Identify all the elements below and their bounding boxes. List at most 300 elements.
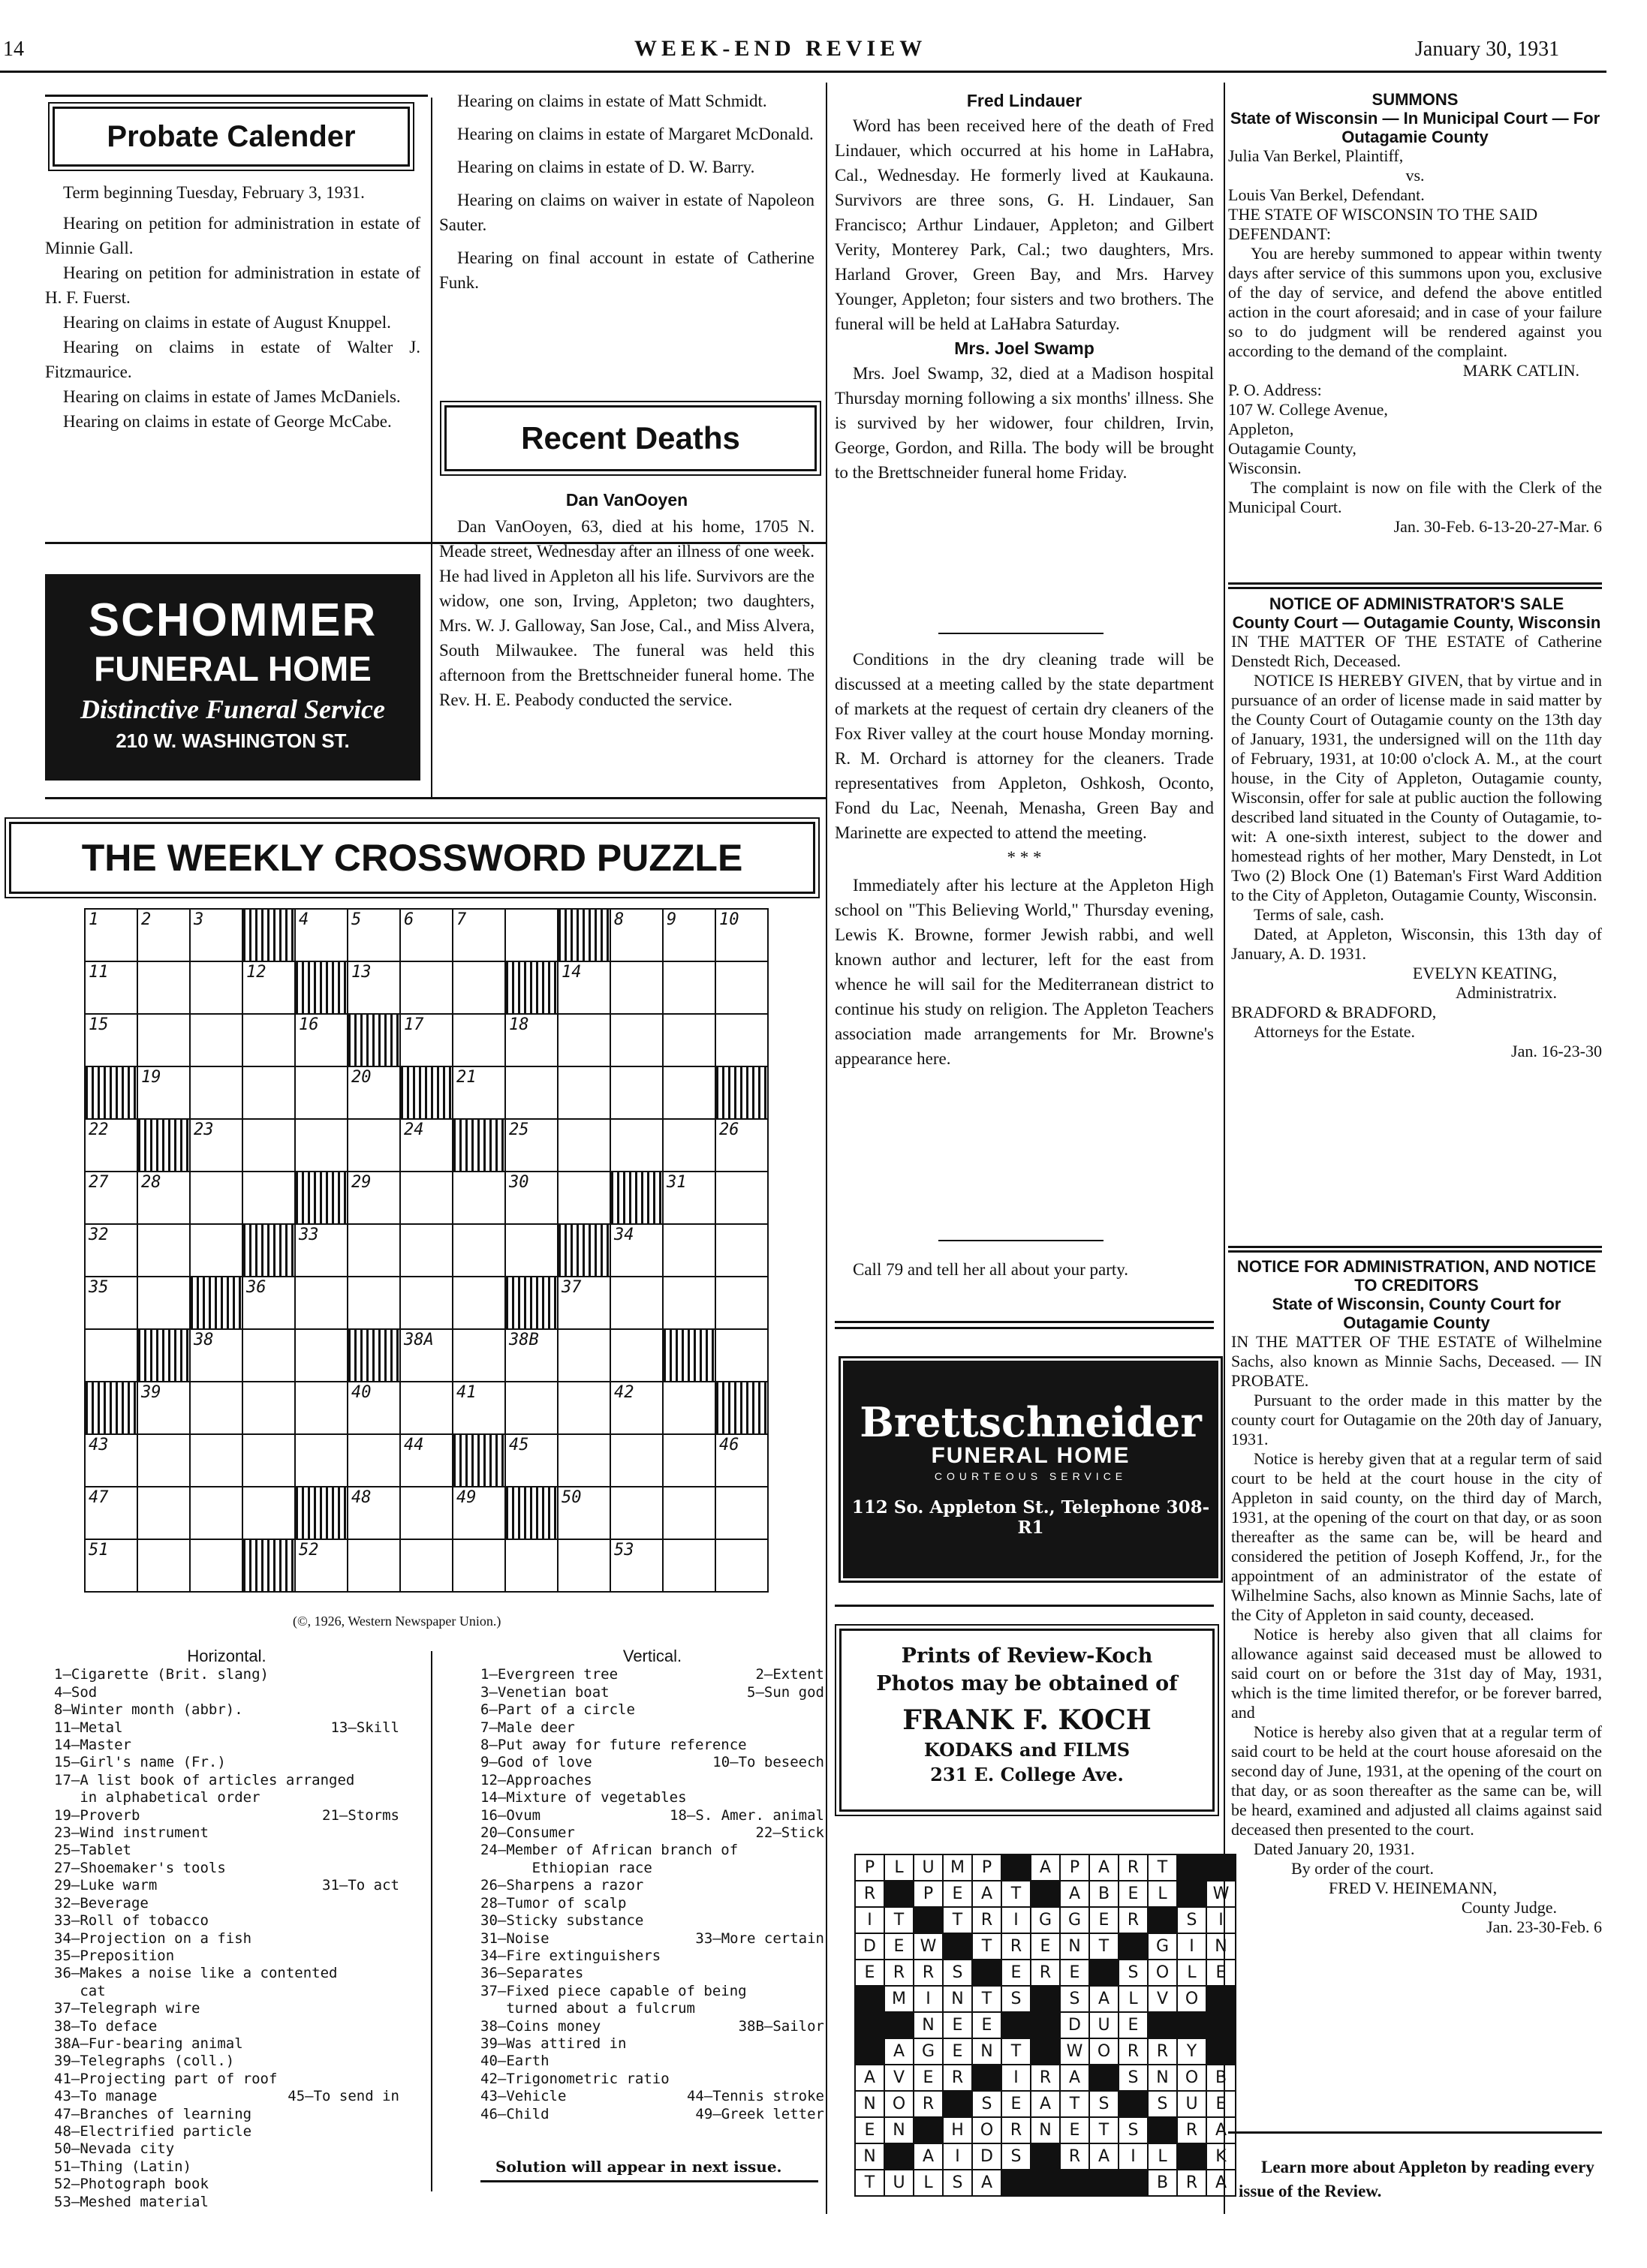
crossword-cell[interactable] (558, 1434, 610, 1487)
crossword-cell[interactable] (663, 1382, 715, 1434)
crossword-cell[interactable] (453, 1382, 505, 1434)
death-dan-vanooyen: Dan VanOoyen Dan VanOoyen, 63, died at his home, 1705 N. Meade street, Wednesday after an illness of one week. He had lived in Appleton all his life. Survivors are the widow, one son, Irving, Appleton; two daughters, Mrs. W. J. Galloway, San Jose, Cal., and Miss Alvera, South Milwaukee. The funeral was held this afternoon from the Brettschneider funeral home. The Rev. H. E. Peabody conducted the service. (439, 490, 814, 709)
probate-column-2: Hearing on claims in estate of Matt Schmidt. Hearing on claims in estate of Margaret McDonald. Hearing on claims in estate of D. W. Barry. Hearing on claims on waiver in estate of Napoleon Sauter. Hearing on final account in estate of Catherine Funk. (439, 92, 814, 292)
crossword-black-cell (610, 1172, 663, 1224)
horizontal-clue: 14—Master (54, 1737, 131, 1754)
solution-letter-cell: O (972, 2117, 1001, 2143)
crossword-cell[interactable] (453, 1224, 505, 1277)
solution-letter-cell: O (1177, 2065, 1206, 2091)
crossword-cell[interactable] (663, 909, 715, 961)
death-fred-lindauer: Fred Lindauer Word has been received here of the death of Fred Lindauer, which occurred at his home in LaHabra, Cal., Wednesday. He formerly lived at Kaukauna. Survivors are three sons, G. H. Lindauer, San Francisco; Arthur Lindauer, Appleton; and Gilbert Verity, Monterey Park, Cal.; two daughters, Mrs. Harland Grover, Green Bay, and Mrs. Harvey Younger, Appleton; four sisters and two brothers. The funeral will be held at LaHabra Saturday. Mrs. Joel Swamp Mrs. Joel Swamp, 32, died at a Madison hospital Thursday morning following a six months' illness. She is survived by her widower, four children, Irvin, George, Gordon, and Rilla. The body will be brought to the Brettschneider funeral home Friday. (835, 91, 1214, 482)
solution-letter-cell: I (1206, 1907, 1236, 1933)
solution-letter-cell: P (914, 1881, 943, 1907)
solution-letter-cell: T (1148, 1854, 1177, 1881)
solution-letter-cell: S (1119, 2065, 1148, 2091)
crossword-cell[interactable] (400, 1329, 453, 1382)
solution-letter-cell: E (1206, 2091, 1236, 2117)
crossword-cell[interactable] (85, 1487, 137, 1539)
crossword-cell[interactable] (715, 1119, 768, 1172)
solution-black-cell (943, 2091, 972, 2117)
solution-letter-cell: I (943, 2143, 972, 2170)
crossword-cell[interactable] (190, 1382, 242, 1434)
solution-letter-cell: T (972, 1933, 1001, 1960)
crossword-cell-number: 36 (246, 1278, 266, 1297)
solution-black-cell (914, 2117, 943, 2143)
crossword-cell[interactable] (453, 1277, 505, 1329)
crossword-cell-number: 12 (246, 963, 266, 982)
solution-letter-cell: B (1206, 2065, 1236, 2091)
crossword-cell-number: 29 (351, 1173, 372, 1192)
crossword-cell[interactable] (558, 961, 610, 1014)
crossword-cell[interactable] (348, 909, 400, 961)
solution-letter-cell: R (1031, 1960, 1060, 1986)
solution-letter-cell: K (1206, 2143, 1236, 2170)
crossword-cell[interactable] (558, 1066, 610, 1119)
solution-letter-cell: T (1060, 2091, 1089, 2117)
crossword-cell[interactable] (190, 1329, 242, 1382)
crossword-cell[interactable] (137, 1487, 190, 1539)
solution-letter-cell: N (1206, 1933, 1236, 1960)
news-items: Conditions in the dry cleaning trade will be discussed at a meeting called by the state department of markets at the request of certain dry cleaners of the Fox River valley at the court house Monday morning. R. M. Orchard is attorney for the cleaners. Trade representatives from Appleton, Oshkosh, Oconto, Fond du Lac, Neenah, Menasha, Green Bay and Marinette are expected to attend the meeting. * * * Immediately after his lecture at the Appleton High school on "This Believing World," Thursday evening, Lewis K. Browne, former Jewish rabbi, and well known author and lecturer, left for the east from whence he will sail for the Mediterranean district to continue his study on religion. The Appleton Teachers association made arrangements for Mr. Browne's appearance here. (835, 650, 1214, 1068)
crossword-cell[interactable] (85, 1119, 137, 1172)
crossword-cell[interactable] (190, 1014, 242, 1066)
solution-letter-cell: E (1089, 1907, 1119, 1933)
solution-black-cell (1206, 1986, 1236, 2012)
crossword-cell[interactable] (295, 909, 348, 961)
crossword-cell[interactable] (610, 1014, 663, 1066)
horizontal-clue: 15—Girl's name (Fr.) (54, 1754, 226, 1771)
crossword-cell[interactable] (558, 1539, 610, 1592)
crossword-cell[interactable] (715, 1539, 768, 1592)
crossword-cell[interactable] (400, 1487, 453, 1539)
crossword-cell[interactable] (663, 1224, 715, 1277)
crossword-cell-number: 39 (141, 1383, 161, 1402)
crossword-cell-number: 47 (89, 1488, 109, 1507)
crossword-cell[interactable] (348, 1382, 400, 1434)
crossword-black-cell (505, 1487, 558, 1539)
crossword-cell[interactable] (505, 1224, 558, 1277)
crossword-cell[interactable] (190, 1172, 242, 1224)
crossword-cell[interactable] (190, 1224, 242, 1277)
solution-letter-cell: S (1177, 1907, 1206, 1933)
solution-letter-cell: D (1060, 2012, 1089, 2038)
solution-letter-cell: S (972, 2091, 1001, 2117)
crossword-cell[interactable] (505, 1329, 558, 1382)
crossword-cell[interactable] (85, 1539, 137, 1592)
horizontal-clue: 17—A list book of articles arranged (54, 1771, 355, 1788)
crossword-cell[interactable] (137, 1172, 190, 1224)
crossword-cell[interactable] (610, 1539, 663, 1592)
page-number: 14 (3, 38, 24, 61)
crossword-cell[interactable] (137, 961, 190, 1014)
solution-letter-cell: S (1001, 2143, 1031, 2170)
crossword-cell[interactable] (715, 1329, 768, 1382)
solution-letter-cell: O (1089, 2038, 1119, 2065)
crossword-cell[interactable] (348, 1277, 400, 1329)
solution-black-cell (914, 1907, 943, 1933)
solution-letter-cell: G (1031, 1907, 1060, 1933)
crossword-cell[interactable] (295, 1277, 348, 1329)
crossword-cell[interactable] (663, 1066, 715, 1119)
solution-black-cell (1148, 2012, 1177, 2038)
crossword-cell-number: 11 (89, 963, 109, 982)
solution-black-cell (972, 1960, 1001, 1986)
summons-notice: SUMMONS State of Wisconsin — In Municipal Court — For Outagamie County Julia Van Berkel, Plaintiff, vs. Louis Van Berkel, Defendant. THE STATE OF WISCONSIN TO THE SAID DEFENDANT: You are hereby summoned to appear within twenty days after service of this summons upon you, exclusive of the day of service, and defend the above entitled action in the court aforesaid; and in case of your failure so to do judgment will be rendered against you according to the demand of the complaint. MARK CATLIN. P. O. Address: 107 W. College Avenue, Appleton, Outagamie County, Wisconsin. The complaint is now on file with the Clerk of the Municipal Court. Jan. 30-Feb. 6-13-20-27-Mar. 6 (1228, 90, 1602, 536)
crossword-cell-number: 20 (351, 1068, 372, 1087)
crossword-black-cell (663, 1329, 715, 1382)
solution-letter-cell: E (1001, 2091, 1031, 2117)
crossword-cell[interactable] (348, 961, 400, 1014)
crossword-cell[interactable] (295, 1014, 348, 1066)
crossword-cell-number: 9 (667, 910, 677, 929)
crossword-cell[interactable] (505, 1014, 558, 1066)
crossword-cell[interactable] (295, 1382, 348, 1434)
crossword-cell[interactable] (295, 1224, 348, 1277)
crossword-cell[interactable] (242, 1434, 295, 1487)
crossword-black-cell (348, 1329, 400, 1382)
crossword-cell-number: 5 (351, 910, 362, 929)
crossword-cell[interactable] (505, 1539, 558, 1592)
crossword-cell[interactable] (715, 1487, 768, 1539)
crossword-cell[interactable] (715, 1014, 768, 1066)
crossword-black-cell (295, 1487, 348, 1539)
solution-letter-cell: R (884, 1960, 914, 1986)
solution-letter-cell: R (914, 1960, 943, 1986)
crossword-cell-number: 25 (509, 1120, 529, 1139)
crossword-cell[interactable] (190, 1434, 242, 1487)
solution-letter-cell: O (1148, 1960, 1177, 1986)
solution-black-cell (1206, 2038, 1236, 2065)
crossword-cell[interactable] (137, 1066, 190, 1119)
solution-black-cell (1177, 1881, 1206, 1907)
crossword-cell[interactable] (505, 1434, 558, 1487)
crossword-cell-number: 43 (89, 1436, 109, 1454)
crossword-black-cell (505, 1277, 558, 1329)
crossword-cell[interactable] (663, 1119, 715, 1172)
crossword-cell[interactable] (505, 1066, 558, 1119)
crossword-cell-number: 41 (456, 1383, 477, 1402)
crossword-cell[interactable] (242, 1382, 295, 1434)
crossword-cell[interactable] (242, 1277, 295, 1329)
crossword-cell[interactable] (348, 1539, 400, 1592)
solution-letter-cell: E (884, 1933, 914, 1960)
solution-letter-cell: E (1060, 2117, 1089, 2143)
crossword-cell[interactable] (715, 1434, 768, 1487)
crossword-cell[interactable] (137, 1014, 190, 1066)
crossword-cell[interactable] (137, 909, 190, 961)
solution-black-cell (1031, 2143, 1060, 2170)
vertical-clue: 31—Noise 33—More certain (480, 1930, 824, 1947)
crossword-cell[interactable] (453, 1539, 505, 1592)
solution-black-cell (1119, 2091, 1148, 2117)
solution-black-cell (855, 1986, 884, 2012)
crossword-cell-number: 17 (404, 1015, 424, 1034)
solution-black-cell (1031, 1881, 1060, 1907)
vertical-clue: 14—Mixture of vegetables (480, 1789, 687, 1806)
vertical-clue: 12—Approaches (480, 1771, 592, 1788)
crossword-cell[interactable] (663, 1539, 715, 1592)
solution-letter-cell: E (1206, 1960, 1236, 1986)
crossword-cell-number: 6 (404, 910, 414, 929)
issue-date: January 30, 1931 (1415, 38, 1560, 61)
solution-letter-cell: W (1206, 1881, 1236, 1907)
crossword-cell-number: 32 (89, 1226, 109, 1244)
crossword-cell[interactable] (400, 1539, 453, 1592)
crossword-cell[interactable] (505, 1382, 558, 1434)
solution-letter-cell: U (1177, 2091, 1206, 2117)
solution-letter-cell: T (943, 1907, 972, 1933)
solution-letter-cell: R (1119, 2038, 1148, 2065)
solution-black-cell (1177, 2143, 1206, 2170)
solution-letter-cell: S (1119, 2117, 1148, 2143)
vertical-clue: 28—Tumor of scalp (480, 1894, 627, 1912)
solution-black-cell (884, 1881, 914, 1907)
crossword-cell[interactable] (558, 1277, 610, 1329)
crossword-cell[interactable] (610, 1224, 663, 1277)
crossword-cell[interactable] (85, 1172, 137, 1224)
crossword-cell[interactable] (558, 1014, 610, 1066)
probate-heading: Probate Calender (53, 107, 410, 167)
crossword-cell-number: 19 (141, 1068, 161, 1087)
crossword-cell[interactable] (242, 961, 295, 1014)
crossword-cell[interactable] (400, 1382, 453, 1434)
solution-letter-cell: E (855, 2117, 884, 2143)
crossword-cell[interactable] (85, 1277, 137, 1329)
horizontal-clue: 19—Proverb 21—Storms (54, 1806, 399, 1824)
crossword-cell[interactable] (453, 1066, 505, 1119)
solution-letter-cell: I (1001, 2065, 1031, 2091)
crossword-cell[interactable] (715, 1277, 768, 1329)
crossword-cell[interactable] (190, 1066, 242, 1119)
crossword-cell[interactable] (453, 1172, 505, 1224)
horizontal-clue: 38A—Fur-bearing animal (54, 2035, 243, 2052)
crossword-cell[interactable] (610, 1066, 663, 1119)
solution-letter-cell: M (943, 1854, 972, 1881)
crossword-cell[interactable] (610, 909, 663, 961)
crossword-cell-number: 49 (456, 1488, 477, 1507)
solution-letter-cell: G (1060, 1907, 1089, 1933)
crossword-cell-number: 40 (351, 1383, 372, 1402)
solution-black-cell (1119, 2170, 1148, 2196)
crossword-cell[interactable] (400, 1014, 453, 1066)
solution-letter-cell: T (1001, 2038, 1031, 2065)
solution-black-cell (884, 2012, 914, 2038)
crossword-cell[interactable] (348, 1224, 400, 1277)
solution-letter-cell: R (855, 1881, 884, 1907)
crossword-cell[interactable] (348, 1066, 400, 1119)
crossword-cell[interactable] (85, 909, 137, 961)
crossword-cell[interactable] (295, 1329, 348, 1382)
crossword-cell[interactable] (137, 1224, 190, 1277)
crossword-cell[interactable] (400, 961, 453, 1014)
crossword-cell[interactable] (400, 1119, 453, 1172)
crossword-cell[interactable] (715, 1224, 768, 1277)
crossword-cell-number: 8 (614, 910, 625, 929)
solution-letter-cell: E (943, 1881, 972, 1907)
crossword-cell[interactable] (137, 1277, 190, 1329)
crossword-cell[interactable] (505, 1119, 558, 1172)
crossword-cell[interactable] (453, 909, 505, 961)
crossword-cell[interactable] (190, 961, 242, 1014)
solution-letter-cell: I (1177, 1933, 1206, 1960)
crossword-black-cell (400, 1066, 453, 1119)
solution-letter-cell: A (1089, 1854, 1119, 1881)
crossword-cell[interactable] (242, 1119, 295, 1172)
solution-letter-cell: T (884, 1907, 914, 1933)
crossword-black-cell (558, 1224, 610, 1277)
crossword-cell-number: 15 (89, 1015, 109, 1034)
crossword-cell[interactable] (663, 1014, 715, 1066)
crossword-cell[interactable] (295, 1539, 348, 1592)
solution-letter-cell: S (943, 2170, 972, 2196)
solution-letter-cell: A (972, 1881, 1001, 1907)
solution-table (854, 1854, 1236, 2197)
crossword-cell-number: 10 (719, 910, 739, 929)
vertical-clue: 3—Venetian boat 5—Sun god (480, 1683, 824, 1701)
crossword-cell[interactable] (242, 1066, 295, 1119)
crossword-cell-number: 14 (562, 963, 582, 982)
crossword-cell[interactable] (558, 1382, 610, 1434)
crossword-cell[interactable] (400, 1277, 453, 1329)
crossword-cell[interactable] (453, 961, 505, 1014)
solution-letter-cell: A (1060, 1881, 1089, 1907)
crossword-cell[interactable] (348, 1172, 400, 1224)
crossword-cell-number: 24 (404, 1120, 424, 1139)
crossword-cell[interactable] (295, 1066, 348, 1119)
footer-note: Learn more about Appleton by reading every issue of the Review. (1239, 2158, 1594, 2200)
crossword-cell[interactable] (663, 1487, 715, 1539)
horizontal-clue: 50—Nevada city (54, 2140, 175, 2158)
crossword-cell[interactable] (400, 909, 453, 961)
crossword-cell[interactable] (453, 1329, 505, 1382)
crossword-cell[interactable] (85, 961, 137, 1014)
crossword-cell[interactable] (137, 1382, 190, 1434)
crossword-black-cell (295, 961, 348, 1014)
crossword-cell[interactable] (400, 1434, 453, 1487)
crossword-cell[interactable] (348, 1434, 400, 1487)
crossword-black-cell (242, 1224, 295, 1277)
crossword-cell[interactable] (348, 1119, 400, 1172)
solution-black-cell (1177, 1854, 1206, 1881)
crossword-cell[interactable] (610, 1434, 663, 1487)
crossword-cell[interactable] (137, 1539, 190, 1592)
crossword-cell[interactable] (242, 1172, 295, 1224)
crossword-black-cell (295, 1172, 348, 1224)
crossword-cell-number: 52 (299, 1541, 319, 1560)
vertical-clue: 8—Put away for future reference (480, 1737, 747, 1754)
crossword-cell[interactable] (400, 1172, 453, 1224)
crossword-cell[interactable] (610, 1487, 663, 1539)
crossword-cell[interactable] (505, 1172, 558, 1224)
solution-letter-cell: N (1031, 2117, 1060, 2143)
crossword-cell[interactable] (558, 1487, 610, 1539)
horizontal-clue: 51—Thing (Latin) (54, 2158, 192, 2175)
crossword-cell[interactable] (663, 1277, 715, 1329)
crossword-cell[interactable] (242, 1014, 295, 1066)
crossword-cell-number: 16 (299, 1015, 319, 1034)
crossword-cell[interactable] (715, 909, 768, 961)
crossword-cell[interactable] (85, 1014, 137, 1066)
crossword-cell[interactable] (610, 1119, 663, 1172)
crossword-cell[interactable] (190, 1487, 242, 1539)
header-rule (0, 71, 1606, 73)
solution-letter-cell: U (1089, 2012, 1119, 2038)
solution-letter-cell: E (855, 1960, 884, 1986)
crossword-cell-number: 4 (299, 910, 309, 929)
crossword-cell-number: 33 (299, 1226, 319, 1244)
crossword-cell[interactable] (663, 961, 715, 1014)
solution-black-cell (1031, 2038, 1060, 2065)
crossword-cell[interactable] (348, 1487, 400, 1539)
crossword-cell[interactable] (715, 961, 768, 1014)
crossword-cell[interactable] (453, 1014, 505, 1066)
crossword-cell[interactable] (295, 1434, 348, 1487)
solution-letter-cell: R (1119, 1907, 1148, 1933)
crossword-table (84, 908, 769, 1593)
crossword-cell-number: 18 (509, 1015, 529, 1034)
solution-letter-cell: P (1060, 1854, 1089, 1881)
crossword-cell[interactable] (85, 1434, 137, 1487)
news-call-79: Call 79 and tell her all about your party. (853, 1260, 1129, 1279)
crossword-cell[interactable] (190, 1119, 242, 1172)
crossword-cell[interactable] (453, 1487, 505, 1539)
crossword-cell[interactable] (663, 1172, 715, 1224)
solution-letter-cell: N (943, 1986, 972, 2012)
crossword-cell[interactable] (715, 1172, 768, 1224)
solution-letter-cell: A (1206, 2170, 1236, 2196)
crossword-cell[interactable] (242, 1487, 295, 1539)
crossword-cell[interactable] (295, 1119, 348, 1172)
solution-letter-cell: H (943, 2117, 972, 2143)
crossword-cell[interactable] (558, 1119, 610, 1172)
solution-letter-cell: E (1119, 2012, 1148, 2038)
solution-letter-cell: V (1148, 1986, 1177, 2012)
solution-letter-cell: R (1060, 2143, 1089, 2170)
crossword-cell[interactable] (505, 909, 558, 961)
solution-letter-cell: D (972, 2143, 1001, 2170)
solution-letter-cell: R (972, 1907, 1001, 1933)
crossword-cell[interactable] (610, 1329, 663, 1382)
crossword-cell[interactable] (610, 1382, 663, 1434)
crossword-cell[interactable] (137, 1434, 190, 1487)
solution-black-cell (1089, 2065, 1119, 2091)
crossword-cell[interactable] (558, 1329, 610, 1382)
crossword-cell[interactable] (190, 909, 242, 961)
crossword-cell[interactable] (85, 1224, 137, 1277)
vertical-clue: 30—Sticky substance (480, 1912, 644, 1930)
horizontal-clue: cat (54, 1982, 106, 1999)
horizontal-clue: 41—Projecting part of roof (54, 2070, 278, 2087)
crossword-cell[interactable] (400, 1224, 453, 1277)
crossword-cell[interactable] (558, 1172, 610, 1224)
vertical-clue: 24—Member of African branch of (480, 1842, 739, 1859)
crossword-cell-number: 37 (562, 1278, 582, 1297)
crossword-cell[interactable] (190, 1539, 242, 1592)
crossword-cell-number: 3 (194, 910, 204, 929)
horizontal-clue: 27—Shoemaker's tools (54, 1859, 226, 1876)
crossword-cell[interactable] (610, 1277, 663, 1329)
crossword-cell-number: 35 (89, 1278, 109, 1297)
crossword-cell[interactable] (85, 1329, 137, 1382)
solution-letter-cell: G (914, 2038, 943, 2065)
crossword-cell[interactable] (663, 1434, 715, 1487)
crossword-cell-number: 50 (562, 1488, 582, 1507)
crossword-cell[interactable] (610, 961, 663, 1014)
solution-letter-cell: B (1148, 2170, 1177, 2196)
solution-letter-cell: E (1001, 1960, 1031, 1986)
crossword-cell[interactable] (242, 1329, 295, 1382)
solution-letter-cell: S (1089, 2091, 1119, 2117)
